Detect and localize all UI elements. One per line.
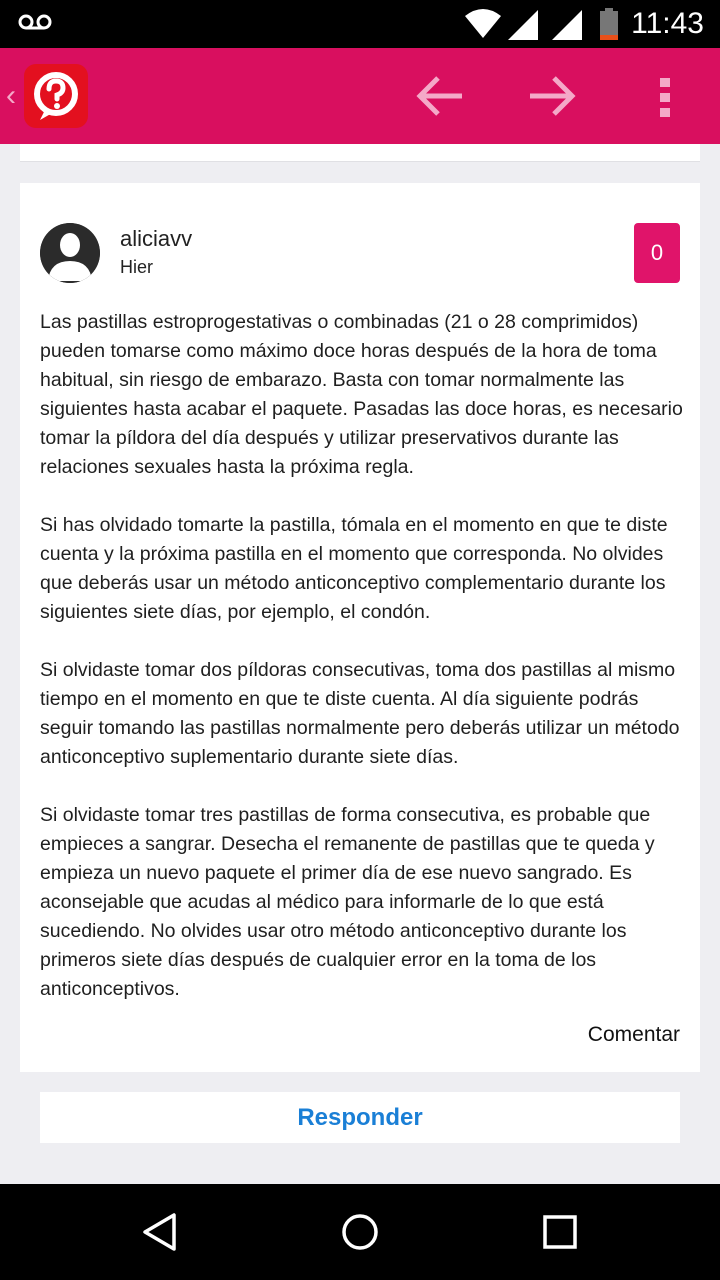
answer-paragraph: Si olvidaste tomar dos píldoras consecutivas, toma dos pastillas al mismo tiempo en el momento en que te diste cuenta. Al día siguiente podrás seguir tomando las pastillas normalmente pero deberás utilizar un método anticonceptivo suplementario durante siete días. (40, 659, 680, 768)
answer-paragraph: Si has olvidado tomarte la pastilla, tómala en el momento en que te diste cuenta y la próxima pastilla en el momento que corresponda. No olvides que deberás usar un método anticonceptivo complementario durante los siguientes siete días, por ejemplo, el condón. (40, 514, 668, 623)
arrow-right-icon[interactable] (526, 74, 578, 118)
back-triangle-icon[interactable] (140, 1212, 180, 1252)
cell-signal-icon (508, 10, 540, 40)
voicemail-icon (18, 12, 52, 32)
answer-body (40, 308, 690, 1004)
vote-count-badge[interactable]: 0 (634, 223, 680, 283)
answer-paragraph: Si olvidaste tomar tres pastillas de forma consecutiva, es probable que empieces a sangrar. Desecha el remanente de pastillas que te queda y empieza un nuevo paquete el primer día de ese nuevo sangrado. Es aconsejable que acudas al médico para informarle de lo que está sucediendo. No olvides usar otro método anticonceptivo durante los primeros siete días después de cualquier error en la toma de los anticonceptivos. (40, 804, 655, 1000)
username[interactable]: aliciavv (120, 226, 193, 251)
home-circle-icon[interactable] (340, 1212, 380, 1252)
system-nav-bar (0, 1184, 720, 1280)
overflow-menu-icon[interactable] (650, 76, 680, 120)
avatar[interactable] (40, 223, 100, 283)
previous-card (20, 144, 700, 162)
back-chevron-icon[interactable]: ‹ (6, 79, 16, 112)
post-date: Hier (120, 257, 154, 277)
wifi-icon (464, 8, 502, 40)
recents-square-icon[interactable] (542, 1214, 578, 1250)
clock: 11:43 (631, 7, 704, 40)
cell-signal-icon (552, 10, 584, 40)
user-silhouette-icon (40, 223, 100, 283)
answer-card (20, 183, 700, 1072)
reply-button[interactable]: Responder (40, 1092, 680, 1143)
battery-icon (598, 8, 620, 40)
status-bar (0, 0, 720, 48)
arrow-left-icon[interactable] (414, 74, 466, 118)
app-bar (0, 48, 720, 144)
comment-link[interactable]: Comentar (587, 1023, 680, 1046)
app-logo-icon[interactable] (24, 64, 88, 128)
answer-paragraph: Las pastillas estroprogestativas o combinadas (21 o 28 comprimidos) pueden tomarse como máximo doce horas después de la hora de toma habitual, sin riesgo de embarazo. Basta con tomar normalmente las siguientes hasta acabar el paquete. Pasadas las doce horas, es necesario tomar la píldora del día después y utilizar preservativos durante las relaciones sexuales hasta la próxima regla. (40, 311, 683, 478)
